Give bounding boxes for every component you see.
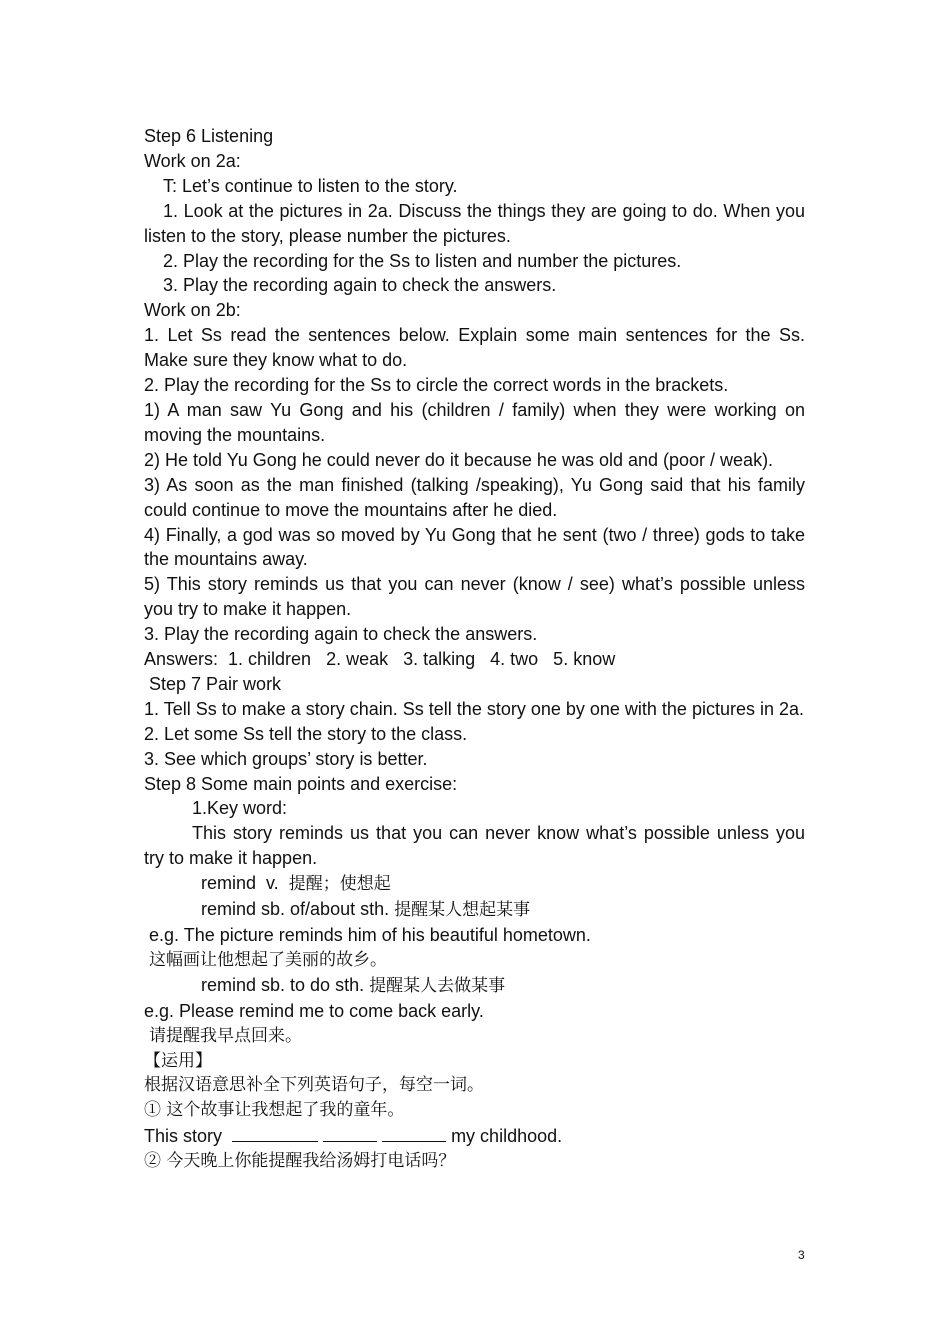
heading-step6: Step 6 Listening — [144, 126, 274, 146]
answer-blank-3[interactable] — [382, 1123, 446, 1142]
question-1-en — [144, 1123, 805, 1149]
answers-line: Answers: 1. children 2. weak 3. talking 4. two 5. know — [144, 649, 616, 670]
sentence-4: 4) Finally, a god was so moved by Yu Gong that he sent (two / three) gods to take the mountains away. — [144, 524, 805, 570]
remind-verb-line — [144, 871, 805, 897]
step-2a-1: 1. Look at the pictures in 2a. Discuss the things they are going to do. When you listen to the story, please number the pictures. — [144, 200, 805, 246]
remind-verb-zh: 提醒；使想起 — [288, 874, 391, 895]
heading-step7: Step 7 Pair work — [144, 673, 282, 694]
answer-blank-1[interactable] — [232, 1123, 318, 1142]
remind-of-line — [144, 897, 805, 923]
step-2a-3: 3. Play the recording again to check the answers. — [163, 275, 557, 296]
step-2b-1: 1. Let Ss read the sentences below. Explain some main sentences for the Ss. Make sure they know what to do. — [144, 325, 805, 371]
sentence-1: 1) A man saw Yu Gong and his (children / family) when they were working on moving the mountains. — [144, 399, 805, 445]
subheading-work-2b: Work on 2b: — [144, 300, 241, 321]
question-1-start: This story — [144, 1126, 228, 1147]
example-1-en: e.g. The picture reminds him of his beautiful hometown. — [149, 925, 591, 945]
page-number: 3 — [798, 1248, 805, 1262]
remind-to-en: remind sb. to do sth. — [201, 974, 370, 995]
step-2b-3: 3. Play the recording again to check the answers. — [144, 624, 538, 645]
heading-step8: Step 8 Some main points and exercise: — [144, 773, 458, 794]
teacher-line: T: Let’s continue to listen to the story. — [163, 175, 458, 196]
key-word-label: 1.Key word: — [192, 798, 288, 819]
step-2a-2: 2. Play the recording for the Ss to listen and number the pictures. — [163, 250, 682, 271]
answer-blank-2[interactable] — [323, 1123, 377, 1142]
sentence-2: 2) He told Yu Gong he could never do it because he was old and (poor / weak). — [144, 449, 774, 470]
remind-to-line — [144, 973, 805, 999]
sentence-3: 3) As soon as the man finished (talking /speaking), Yu Gong said that his family could continue to move the mountains after he died. — [144, 474, 805, 520]
pair-work-1: 1. Tell Ss to make a story chain. Ss tell the story one by one with the pictures in 2a. — [144, 698, 805, 719]
example-2-zh: 请提醒我早点回来。 — [149, 1025, 302, 1046]
subheading-work-2a: Work on 2a: — [144, 150, 241, 171]
example-1-zh: 这幅画让他想起了美丽的故乡。 — [149, 949, 387, 970]
question-2-zh: ② 今天晚上你能提醒我给汤姆打电话吗？ — [144, 1151, 456, 1172]
question-1-end: my childhood. — [446, 1126, 563, 1147]
step-2b-2: 2. Play the recording for the Ss to circle the correct words in the brackets. — [144, 375, 729, 396]
key-word-sentence: This story reminds us that you can never know what’s possible unless you try to make it happen. — [144, 823, 805, 869]
pair-work-2: 2. Let some Ss tell the story to the class. — [144, 723, 468, 744]
remind-of-en: remind sb. of/about sth. — [201, 899, 395, 920]
practice-instruction: 根据汉语意思补全下列英语句子，每空一词。 — [144, 1075, 484, 1096]
question-1-zh: ① 这个故事让我想起了我的童年。 — [144, 1100, 405, 1121]
practice-heading: 【运用】 — [144, 1050, 212, 1071]
pair-work-3: 3. See which groups’ story is better. — [144, 748, 428, 769]
sentence-5: 5) This story reminds us that you can never (know / see) what’s possible unless you try to make it happen. — [144, 574, 805, 620]
remind-to-zh: 提醒某人去做某事 — [369, 975, 506, 996]
document-body — [144, 124, 805, 1174]
remind-of-zh: 提醒某人想起某事 — [394, 900, 531, 921]
example-2-en: e.g. Please remind me to come back early. — [144, 1000, 484, 1021]
remind-verb-en: remind v. — [201, 873, 289, 894]
